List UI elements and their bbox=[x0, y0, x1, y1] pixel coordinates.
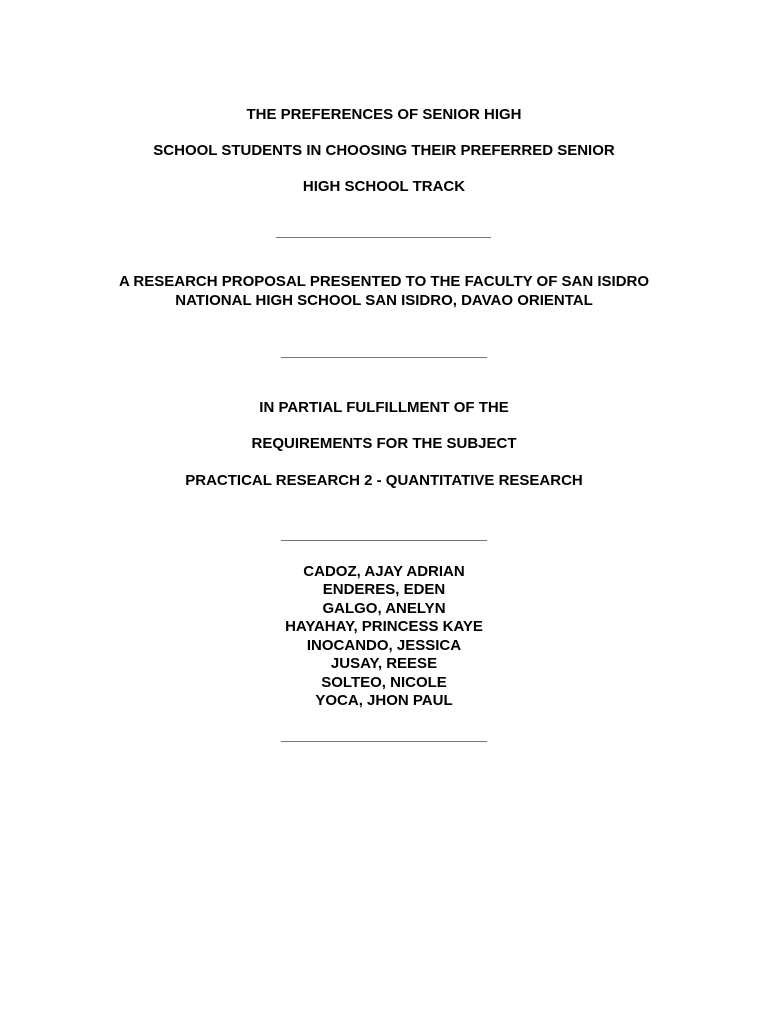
title-line-2: SCHOOL STUDENTS IN CHOOSING THEIR PREFERRED SENIOR bbox=[153, 142, 615, 159]
proposal-line-2: NATIONAL HIGH SCHOOL SAN ISIDRO, DAVAO ORIENTAL bbox=[175, 292, 593, 309]
title-line-3: HIGH SCHOOL TRACK bbox=[302, 178, 466, 195]
title-line-1: THE PREFERENCES OF SENIOR HIGH bbox=[246, 106, 522, 123]
separator-rule-4 bbox=[281, 741, 487, 742]
author-name: HAYAHAY, PRINCESS KAYE bbox=[285, 618, 483, 635]
author-name: INOCANDO, JESSICA bbox=[306, 637, 462, 654]
proposal-line-1: A RESEARCH PROPOSAL PRESENTED TO THE FACULTY OF SAN ISIDRO bbox=[118, 273, 650, 290]
separator-rule-1 bbox=[276, 237, 491, 238]
author-name: SOLTEO, NICOLE bbox=[321, 674, 447, 691]
author-name: CADOZ, AJAY ADRIAN bbox=[303, 563, 465, 580]
author-name: YOCA, JHON PAUL bbox=[315, 692, 453, 709]
fulfillment-line-1: IN PARTIAL FULFILLMENT OF THE bbox=[259, 399, 509, 416]
fulfillment-line-3: PRACTICAL RESEARCH 2 - QUANTITATIVE RESEARCH bbox=[185, 472, 583, 489]
fulfillment-line-2: REQUIREMENTS FOR THE SUBJECT bbox=[251, 435, 517, 452]
author-name: JUSAY, REESE bbox=[330, 655, 438, 672]
author-name: ENDERES, EDEN bbox=[322, 581, 446, 598]
separator-rule-2 bbox=[281, 357, 487, 358]
author-name: GALGO, ANELYN bbox=[322, 600, 446, 617]
separator-rule-3 bbox=[281, 540, 487, 541]
